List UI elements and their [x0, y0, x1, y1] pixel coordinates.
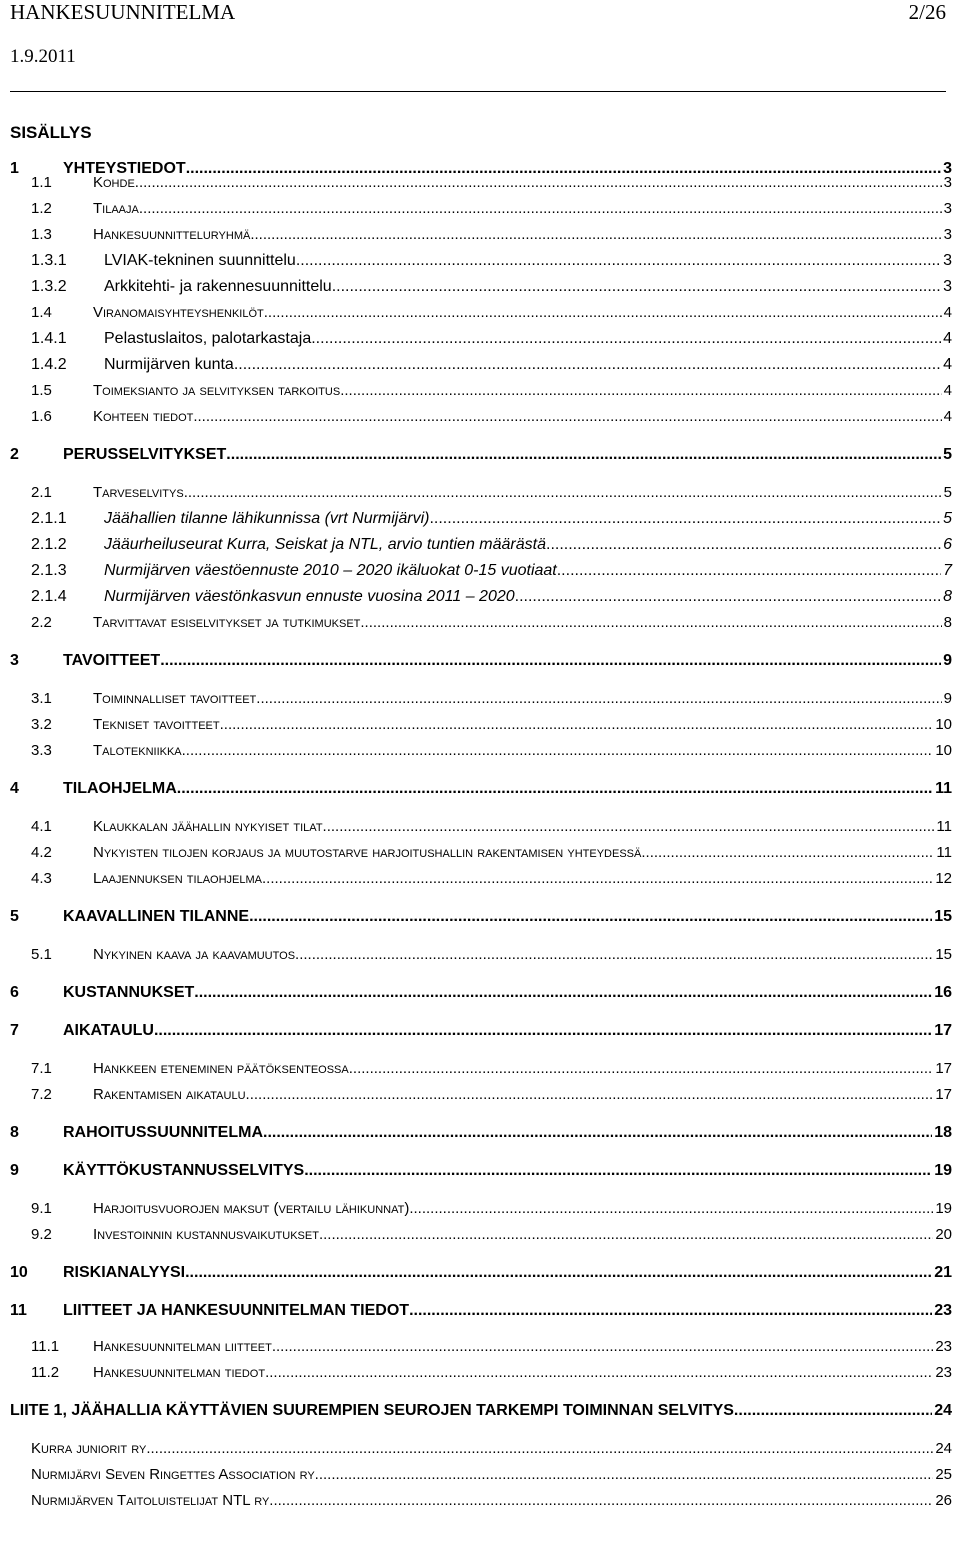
toc-entry-page: 3 [943, 252, 952, 269]
toc-entry-number: 6 [10, 984, 19, 1001]
toc-entry-title: TAVOITTEET [63, 652, 161, 669]
toc-entry-leader [256, 690, 941, 707]
document-date: 1.9.2011 [10, 46, 76, 67]
toc-entry-number: 2.1.1 [31, 510, 67, 527]
toc-entry-page: 21 [934, 1264, 952, 1281]
toc-entry-title: AIKATAULU [63, 1022, 154, 1039]
toc-entry-leader [296, 252, 941, 270]
toc-entry-leader [160, 652, 941, 670]
toc-entry[interactable] [10, 946, 952, 963]
toc-entry-leader [264, 304, 942, 321]
header-rule [10, 91, 946, 92]
toc-entry-page: 12 [935, 870, 952, 887]
toc-entry-leader [263, 1124, 932, 1142]
toc-entry-number: 11.2 [31, 1364, 60, 1381]
toc-entry-leader [332, 278, 941, 296]
toc-entry-leader [323, 818, 935, 835]
toc-entry-page: 11 [936, 844, 952, 861]
toc-entry-number: 7.1 [31, 1060, 52, 1077]
toc-entry-number: 2.1.2 [31, 536, 67, 553]
toc-entry[interactable] [10, 588, 952, 606]
toc-entry-leader [319, 1226, 933, 1243]
toc-entry-number: 1.3.2 [31, 278, 67, 295]
toc-entry-leader [194, 984, 932, 1002]
toc-entry[interactable] [10, 252, 952, 270]
toc-entry-number: 7 [10, 1022, 19, 1039]
toc-entry[interactable] [10, 510, 952, 528]
toc-entry[interactable] [10, 484, 952, 501]
toc-entry[interactable] [10, 408, 952, 425]
toc-entry[interactable] [10, 1022, 952, 1040]
toc-entry-leader [146, 1440, 933, 1457]
toc-entry-page: 4 [943, 408, 952, 425]
toc-entry-title: Hankesuunnitelman liitteet [93, 1338, 272, 1355]
toc-entry-title: KAAVALLINEN TILANNE [63, 908, 250, 925]
toc-entry-leader [360, 614, 941, 631]
toc-entry[interactable] [10, 1338, 952, 1355]
toc-entry-leader [319, 1466, 933, 1483]
toc-entry[interactable] [10, 330, 952, 348]
toc-entry[interactable] [10, 614, 952, 631]
toc-entry-page: 5 [943, 484, 952, 501]
toc-entry-page: 11 [935, 780, 952, 797]
toc-entry-title: KÄYTTÖKUSTANNUSSELVITYS [63, 1162, 305, 1179]
toc-entry-title: Nykyinen kaava ja kaavamuutos [93, 946, 296, 963]
toc-entry-leader [641, 844, 934, 861]
toc-entry-page: 24 [934, 1402, 952, 1419]
toc-entry-title: Kurra juniorit ry [31, 1440, 147, 1457]
toc-entry-title: Nurmijärven Taitoluistelijat NTL ry [31, 1492, 270, 1509]
toc-entry-title: Tarveselvitys [93, 484, 184, 501]
toc-entry[interactable] [10, 1364, 952, 1381]
toc-entry-number: 3 [10, 652, 19, 669]
toc-entry[interactable] [10, 278, 952, 296]
toc-entry-number: 4.2 [31, 844, 52, 861]
toc-entry-title: Investoinnin kustannusvaikutukset [93, 1226, 319, 1243]
toc-entry-page: 7 [943, 562, 952, 579]
toc-entry[interactable] [10, 1060, 952, 1077]
toc-entry-number: 2 [10, 446, 19, 463]
toc-entry-page: 23 [935, 1338, 952, 1355]
toc-entry-title: TILAOHJELMA [63, 780, 177, 797]
toc-entry-number: 1.6 [31, 408, 52, 425]
toc-entry-number: 1.4.1 [31, 330, 67, 347]
toc-entry-leader [349, 1060, 934, 1077]
toc-entry[interactable] [10, 1440, 952, 1457]
toc-entry-page: 8 [943, 588, 952, 605]
toc-entry[interactable] [10, 1264, 952, 1282]
toc-entry-number: 1.1 [31, 174, 52, 191]
toc-entry-page: 10 [935, 716, 952, 733]
toc-entry[interactable] [10, 382, 952, 399]
toc-entry-leader [429, 510, 941, 528]
toc-entry-number: 1 [10, 160, 19, 177]
toc-entry[interactable] [10, 1162, 952, 1180]
toc-entry-title: RAHOITUSSUUNNITELMA [63, 1124, 263, 1141]
toc-entry-number: 1.2 [31, 200, 52, 217]
toc-entry-title: Talotekniikka [93, 742, 182, 759]
toc-entry[interactable] [10, 1086, 952, 1103]
toc-entry-number: 1.4.2 [31, 356, 67, 373]
toc-entry-page: 10 [935, 742, 952, 759]
toc-entry-page: 3 [943, 174, 952, 191]
toc-entry-page: 19 [934, 1162, 952, 1179]
toc-entry-number: 3.2 [31, 716, 52, 733]
toc-entry-number: 5.1 [31, 946, 52, 963]
toc-entry-page: 15 [935, 946, 952, 963]
document-title: HANKESUUNNITELMA [10, 0, 236, 24]
toc-entry-leader [135, 174, 942, 191]
toc-entry-title: Nurmijärven väestöennuste 2010 – 2020 ikäluokat 0-15 vuotiaat [104, 562, 557, 579]
toc-entry-number: 11 [10, 1302, 27, 1319]
toc-entry-title: PERUSSELVITYKSET [63, 446, 227, 463]
toc-entry-title: Rakentamisen aikataulu [93, 1086, 246, 1103]
toc-entry-number: 2.1.4 [31, 588, 67, 605]
toc-entry[interactable] [10, 356, 952, 374]
toc-entry-leader [220, 716, 934, 733]
toc-entry-leader [295, 946, 933, 963]
toc-entry[interactable] [10, 536, 952, 554]
toc-entry-number: 7.2 [31, 1086, 52, 1103]
toc-entry-page: 17 [934, 1022, 952, 1039]
toc-entry-number: 8 [10, 1124, 19, 1141]
toc-entry-title: LIITE 1, JÄÄHALLIA KÄYTTÄVIEN SUUREMPIEN SEUROJEN TARKEMPI TOIMINNAN SELVITYS [10, 1402, 734, 1419]
toc-entry-title: Tekniset tavoitteet [93, 716, 220, 733]
toc-entry-leader [234, 356, 941, 374]
toc-entry-number: 3.3 [31, 742, 52, 759]
toc-entry-leader [249, 908, 932, 926]
toc-entry[interactable] [10, 870, 952, 887]
toc-entry[interactable] [10, 446, 952, 464]
toc-entry[interactable] [10, 174, 952, 191]
toc-entry-page: 18 [934, 1124, 952, 1141]
toc-entry-page: 4 [943, 382, 952, 399]
toc-entry-leader [546, 536, 941, 554]
toc-entry-title: Arkkitehti- ja rakennesuunnittelu [104, 278, 332, 295]
toc-entry-page: 4 [943, 356, 952, 373]
toc-entry[interactable] [10, 304, 952, 321]
toc-entry-leader [340, 382, 941, 399]
toc-entry-page: 3 [943, 226, 952, 243]
toc-entry[interactable] [10, 1466, 952, 1483]
toc-entry-leader [182, 742, 934, 759]
toc-entry-title: LVIAK-tekninen suunnittelu [104, 252, 296, 269]
toc-entry-page: 3 [943, 160, 952, 177]
toc-entry-title: Nurmijärvi Seven Ringettes Association ry. [31, 1466, 319, 1483]
toc-entry-leader [139, 200, 942, 217]
toc-entry-title: RISKIANALYYSI [63, 1264, 186, 1281]
toc-entry-page: 26 [935, 1492, 952, 1509]
toc-entry[interactable] [10, 1492, 952, 1509]
toc-entry-page: 15 [934, 908, 952, 925]
toc-entry[interactable] [10, 1302, 952, 1320]
toc-entry-number: 9 [10, 1162, 19, 1179]
toc-entry-number: 4.1 [31, 818, 52, 835]
toc-entry-page: 16 [934, 984, 952, 1001]
toc-entry-leader [226, 446, 941, 464]
toc-entry-title: Hankkeen eteneminen päätöksenteossa [93, 1060, 349, 1077]
toc-entry-page: 6 [943, 536, 952, 553]
toc-entry[interactable] [10, 742, 952, 759]
toc-entry[interactable] [10, 1402, 952, 1420]
toc-entry-number: 4 [10, 780, 19, 797]
toc-entry-title: YHTEYSTIEDOT [63, 160, 186, 177]
toc-entry-leader [250, 226, 941, 243]
toc-entry-number: 9.2 [31, 1226, 52, 1243]
toc-entry-title: Kohteen tiedot [93, 408, 194, 425]
toc-entry-leader [246, 1086, 934, 1103]
toc-entry-number: 3.1 [31, 690, 52, 707]
toc-entry-leader [265, 1364, 933, 1381]
toc-entry-number: 1.4 [31, 304, 52, 321]
toc-entry-leader [262, 870, 933, 887]
toc-entry-title: Nurmijärven väestönkasvun ennuste vuosina 2011 – 2020 [104, 588, 515, 605]
toc-entry[interactable] [10, 984, 952, 1002]
toc-entry-leader [311, 330, 941, 348]
toc-entry-leader [304, 1162, 932, 1180]
toc-entry-page: 19 [935, 1200, 952, 1217]
toc-entry-number: 1.3 [31, 226, 52, 243]
toc-entry-page: 9 [943, 652, 952, 669]
toc-entry-page: 8 [943, 614, 952, 631]
toc-entry-title: Jääurheiluseurat Kurra, Seiskat ja NTL, arvio tuntien määrästä [104, 536, 546, 553]
toc-entry-page: 3 [943, 278, 952, 295]
toc-entry-leader [409, 1200, 933, 1217]
toc-entry-leader [177, 780, 933, 798]
toc-entry-title: Nurmijärven kunta [104, 356, 234, 373]
toc-entry-page: 4 [943, 330, 952, 347]
toc-entry-title: Kohde [93, 174, 135, 191]
toc-entry-number: 2.2 [31, 614, 52, 631]
toc-entry-leader [269, 1492, 933, 1509]
toc-entry-title: Toiminnalliset tavoitteet [93, 690, 257, 707]
toc-entry[interactable] [10, 1226, 952, 1243]
toc-entry-title: Nykyisten tilojen korjaus ja muutostarve harjoitushallin rakentamisen yhteydessä [93, 844, 642, 861]
toc-entry-number: 4.3 [31, 870, 52, 887]
toc-entry-title: Tilaaja [93, 200, 139, 217]
toc-entry[interactable] [10, 844, 952, 861]
toc-entry-page: 20 [935, 1226, 952, 1243]
toc-entry-page: 9 [943, 690, 952, 707]
toc-entry-leader [557, 562, 941, 580]
toc-entry-leader [734, 1402, 932, 1420]
toc-entry-page: 17 [935, 1060, 952, 1077]
toc-entry-page: 23 [934, 1302, 952, 1319]
toc-entry-leader [154, 1022, 932, 1040]
toc-entry[interactable] [10, 1200, 952, 1217]
toc-entry-title: Toimeksianto ja selvityksen tarkoitus [93, 382, 341, 399]
toc-entry-leader [272, 1338, 934, 1355]
toc-entry-leader [409, 1302, 932, 1320]
toc-entry-number: 2.1 [31, 484, 52, 501]
toc-entry[interactable] [10, 652, 952, 670]
toc-entry-number: 2.1.3 [31, 562, 67, 579]
toc-entry-title: Viranomaisyhteyshenkilöt [93, 304, 264, 321]
toc-entry-page: 24 [935, 1440, 952, 1457]
toc-entry-page: 23 [935, 1364, 952, 1381]
toc-entry[interactable] [10, 562, 952, 580]
toc-entry[interactable] [10, 1124, 952, 1142]
toc-entry-title: KUSTANNUKSET [63, 984, 195, 1001]
toc-entry-title: Hankesuunnitteluryhmä [93, 226, 251, 243]
toc-entry-number: 11.1 [31, 1338, 60, 1355]
toc-entry-number: 1.5 [31, 382, 52, 399]
toc-entry-page: 25 [935, 1466, 952, 1483]
toc-entry-title: Harjoitusvuorojen maksut (vertailu lähikunnat) [93, 1200, 410, 1217]
toc-entry[interactable] [10, 200, 952, 217]
toc-entry-page: 5 [943, 446, 952, 463]
toc-entry[interactable] [10, 716, 952, 733]
toc-entry-page: 11 [936, 818, 952, 835]
toc-entry-title: Tarvittavat esiselvitykset ja tutkimukset [93, 614, 361, 631]
toc-entry-page: 3 [943, 200, 952, 217]
toc-entry-title: Klaukkalan jäähallin nykyiset tilat [93, 818, 323, 835]
toc-entry-page: 4 [943, 304, 952, 321]
toc-entry-title: Pelastuslaitos, palotarkastaja [104, 330, 312, 347]
toc-entry[interactable] [10, 908, 952, 926]
toc-entry-page: 17 [935, 1086, 952, 1103]
toc-entry[interactable] [10, 690, 952, 707]
toc-entry[interactable] [10, 226, 952, 243]
toc-entry-number: 10 [10, 1264, 28, 1281]
toc-entry-page: 5 [943, 510, 952, 527]
toc-entry-leader [193, 408, 941, 425]
toc-entry-title: Laajennuksen tilaohjelma [93, 870, 262, 887]
toc-entry-title: Jäähallien tilanne lähikunnissa (vrt Nurmijärvi) [104, 510, 430, 527]
toc-entry-leader [184, 484, 942, 501]
toc-entry[interactable] [10, 818, 952, 835]
toc-entry-number: 9.1 [31, 1200, 52, 1217]
page-number: 2/26 [908, 0, 946, 24]
toc-entry[interactable] [10, 780, 952, 798]
toc-entry-leader [515, 588, 941, 606]
toc-entry-title: Hankesuunnitelman tiedot [93, 1364, 266, 1381]
toc-entry-leader [185, 1264, 932, 1282]
toc-entry-title: LIITTEET JA HANKESUUNNITELMAN TIEDOT [63, 1302, 410, 1319]
toc-entry-number: 5 [10, 908, 19, 925]
toc-entry-number: 1.3.1 [31, 252, 67, 269]
toc-heading: SISÄLLYS [10, 123, 92, 142]
